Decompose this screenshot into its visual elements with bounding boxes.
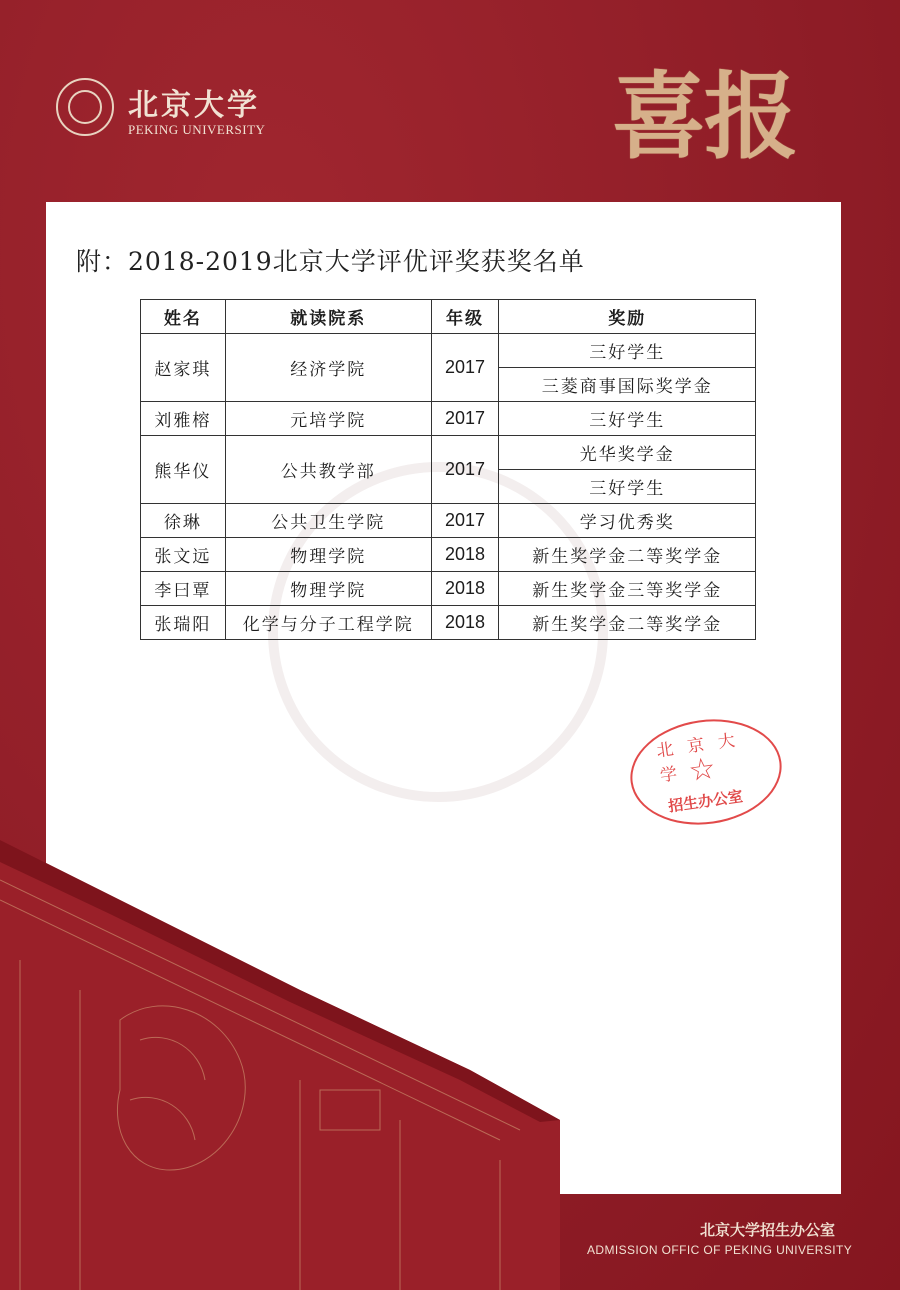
official-stamp (624, 710, 789, 834)
award-cell: 三好学生 (499, 334, 756, 368)
document-title: 附：2018-2019北京大学评优评奖获奖名单 (76, 247, 585, 276)
table-row (141, 436, 756, 470)
column-header-grade: 年级 (431, 300, 499, 334)
logo-chinese-name: 北京大学 (128, 88, 260, 123)
student-grade: 2017 (431, 334, 499, 402)
award-cell: 新生奖学金二等奖学金 (499, 538, 756, 572)
student-department: 经济学院 (225, 334, 431, 402)
award-cell: 三好学生 (499, 470, 756, 504)
table-row (141, 334, 756, 368)
award-cell: 新生奖学金三等奖学金 (499, 572, 756, 606)
table-row (141, 402, 756, 436)
student-grade: 2017 (431, 402, 499, 436)
student-department: 元培学院 (225, 402, 431, 436)
university-logo (56, 78, 296, 142)
poster-title: 喜报 (612, 63, 797, 172)
table-row (141, 538, 756, 572)
column-header-department: 就读院系 (225, 300, 431, 334)
student-department: 化学与分子工程学院 (225, 606, 431, 640)
student-name: 李曰覃 (141, 572, 226, 606)
table-row (141, 572, 756, 606)
gate-building-illustration (0, 840, 560, 1290)
stamp-top-text: 北京大学 (655, 728, 751, 787)
table-row (141, 504, 756, 538)
student-name: 张瑞阳 (141, 606, 226, 640)
footer-office-name: 北京大学招生办公室 (700, 1221, 836, 1239)
award-cell: 学习优秀奖 (499, 504, 756, 538)
footer-office-name-en: ADMISSION OFFIC OF PEKING UNIVERSITY (587, 1243, 853, 1257)
column-header-award: 奖励 (499, 300, 756, 334)
table-row (141, 606, 756, 640)
award-cell: 三好学生 (499, 402, 756, 436)
student-name: 张文远 (141, 538, 226, 572)
logo-english-name: PEKING UNIVERSITY (128, 122, 266, 137)
student-name: 熊华仪 (141, 436, 226, 504)
award-cell: 新生奖学金二等奖学金 (499, 606, 756, 640)
student-name: 刘雅榕 (141, 402, 226, 436)
student-grade: 2017 (431, 436, 499, 504)
student-department: 物理学院 (225, 538, 431, 572)
star-icon: ☆ (686, 750, 718, 790)
stamp-bottom-text: 招生办公室 (667, 787, 744, 816)
student-grade: 2018 (431, 538, 499, 572)
student-name: 徐琳 (141, 504, 226, 538)
student-department: 物理学院 (225, 572, 431, 606)
student-grade: 2018 (431, 572, 499, 606)
award-cell: 光华奖学金 (499, 436, 756, 470)
student-department: 公共卫生学院 (225, 504, 431, 538)
column-header-name: 姓名 (141, 300, 226, 334)
student-name: 赵家琪 (141, 334, 226, 402)
student-department: 公共教学部 (225, 436, 431, 504)
university-seal-icon (56, 78, 114, 136)
student-grade: 2017 (431, 504, 499, 538)
table-header-row (141, 300, 756, 334)
award-table (140, 299, 756, 640)
student-grade: 2018 (431, 606, 499, 640)
award-cell: 三菱商事国际奖学金 (499, 368, 756, 402)
